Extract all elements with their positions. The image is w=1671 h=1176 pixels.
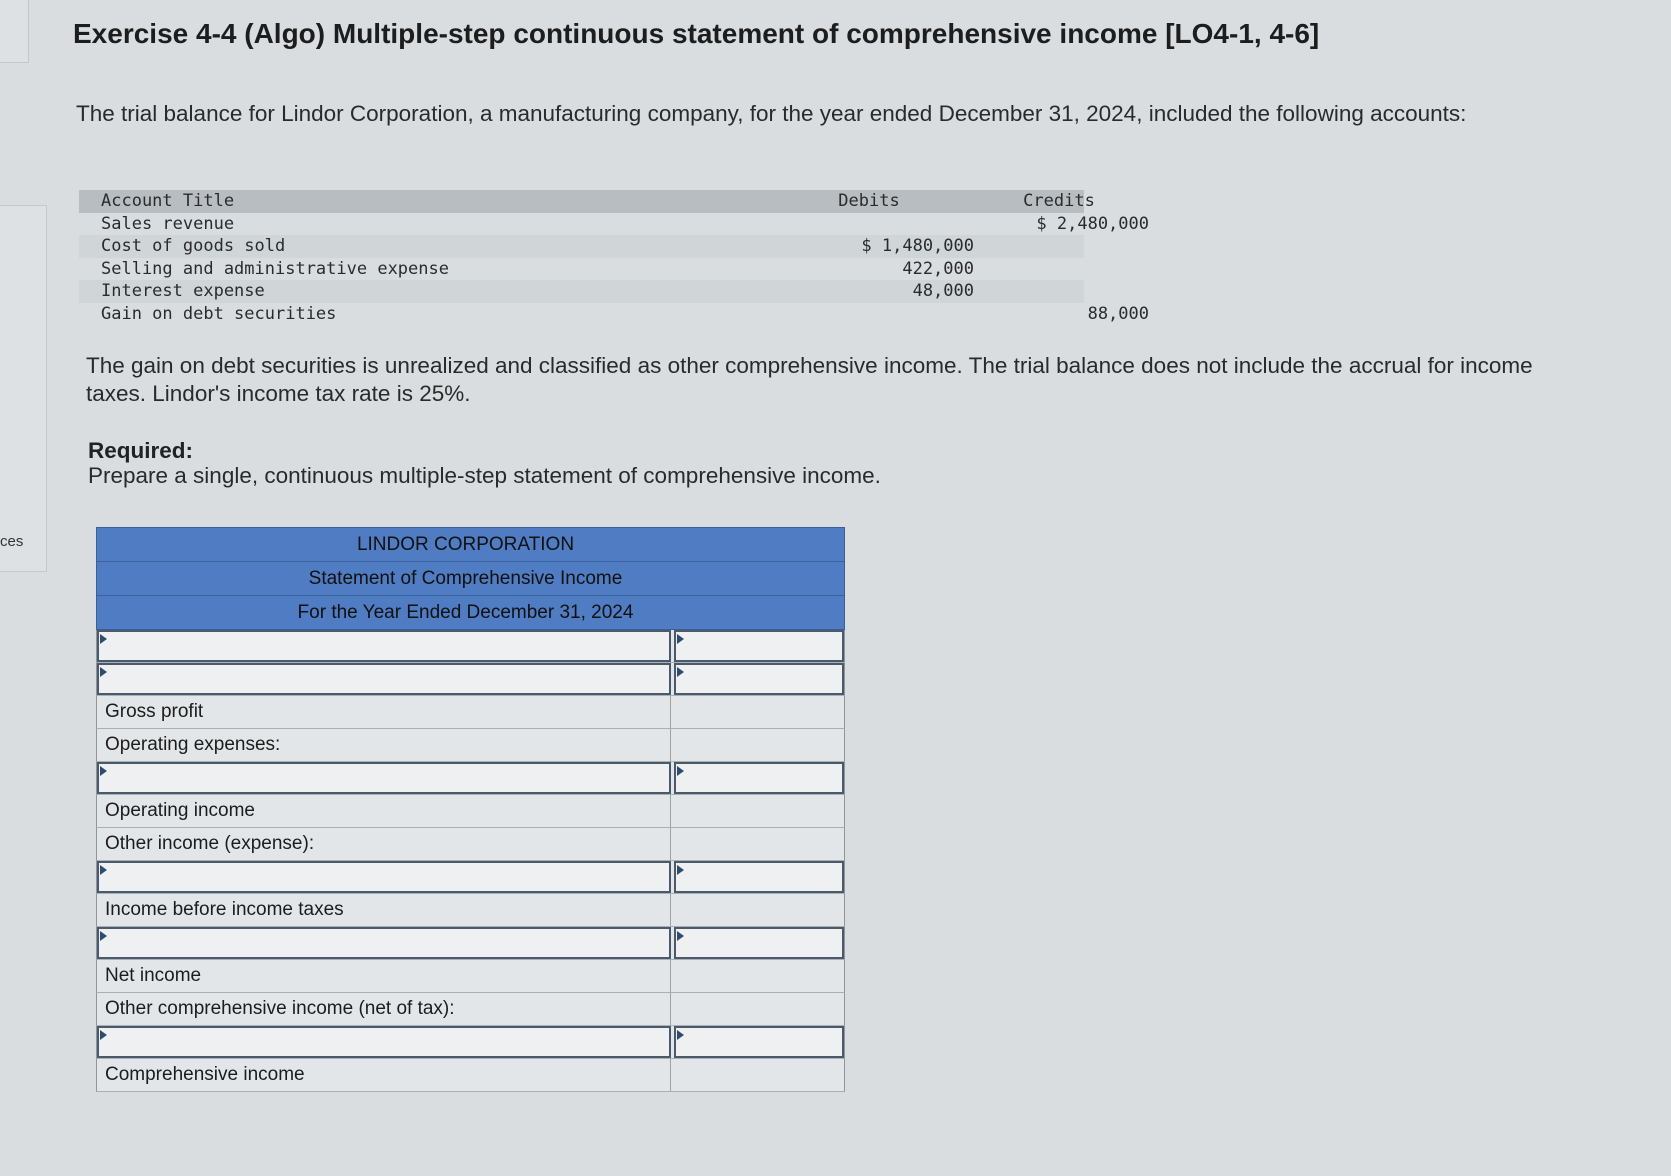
- debit-value: 48,000: [912, 281, 974, 301]
- amount-input[interactable]: [674, 1026, 844, 1058]
- intro-paragraph: The trial balance for Lindor Corporation, a manufacturing company, for the year ended December 31, 2024, included the following accounts:: [76, 101, 1467, 126]
- trial-balance-row: [79, 213, 1149, 236]
- statement-input-row: [96, 1026, 845, 1059]
- statement-name: Statement of Comprehensive Income: [97, 562, 844, 596]
- net-income-label: Net income: [97, 960, 671, 992]
- required-text: Prepare a single, continuous multiple-step statement of comprehensive income.: [88, 463, 881, 488]
- statement-input-row: [96, 630, 845, 663]
- statement-label-row: [96, 1059, 845, 1092]
- statement-label-row: [96, 960, 845, 993]
- net-income-amount[interactable]: [671, 960, 844, 992]
- amount-input[interactable]: [674, 762, 844, 794]
- operating-income-label: Operating income: [97, 795, 671, 827]
- gross-profit-label: Gross profit: [97, 696, 671, 728]
- account-select[interactable]: [97, 861, 671, 893]
- side-panel-tab[interactable]: [0, 205, 47, 572]
- statement-label-row: [96, 828, 845, 861]
- exercise-title: Exercise 4-4 (Algo) Multiple-step continuous statement of comprehensive income [LO4-1, 4-6]: [73, 18, 1320, 49]
- operating-expenses-amount: [671, 729, 844, 761]
- trial-balance-row: [79, 258, 1084, 281]
- operating-expenses-label: Operating expenses:: [97, 729, 671, 761]
- statement-period: For the Year Ended December 31, 2024: [297, 602, 634, 623]
- header-account-title: Account Title: [101, 191, 235, 211]
- account-select[interactable]: [97, 630, 671, 662]
- header-credits: Credits: [1023, 191, 1095, 211]
- amount-input[interactable]: [674, 663, 844, 695]
- debit-value: 422,000: [902, 258, 974, 279]
- header-debits: Debits: [838, 191, 900, 211]
- trial-balance-row: [79, 235, 1084, 258]
- statement-input-row: [96, 663, 845, 696]
- side-panel-label: ces: [0, 533, 24, 550]
- account-title: Sales revenue: [101, 213, 235, 234]
- statement-label-row: [96, 696, 845, 729]
- statement-input-row: [96, 927, 845, 960]
- statement-label-row: [96, 993, 845, 1026]
- credit-value: $ 2,480,000: [1036, 213, 1149, 234]
- account-title: Interest expense: [101, 281, 265, 301]
- comprehensive-income-label: Comprehensive income: [97, 1059, 671, 1091]
- trial-balance-header: [79, 190, 1095, 213]
- statement-input-row: [96, 762, 845, 795]
- statement-input-row: [96, 861, 845, 894]
- amount-input[interactable]: [674, 861, 844, 893]
- required-heading: Required:: [88, 438, 194, 463]
- account-title: Cost of goods sold: [101, 236, 286, 256]
- gross-profit-amount[interactable]: [671, 696, 844, 728]
- statement-label-row: [96, 894, 845, 927]
- account-select[interactable]: [97, 663, 671, 695]
- statement-label-row: [96, 795, 845, 828]
- statement-worksheet: [96, 527, 845, 1092]
- statement-header: [96, 527, 845, 630]
- trial-balance-row: [79, 280, 1084, 303]
- debit-value: $ 1,480,000: [861, 236, 974, 256]
- left-top-tab: [0, 0, 29, 63]
- comprehensive-income-amount[interactable]: [671, 1059, 844, 1091]
- oci-amount: [671, 993, 844, 1025]
- account-select[interactable]: [97, 1026, 671, 1058]
- other-income-label: Other income (expense):: [97, 828, 671, 860]
- oci-label: Other comprehensive income (net of tax):: [97, 993, 671, 1025]
- amount-input[interactable]: [674, 927, 844, 959]
- tax-note-paragraph: The gain on debt securities is unrealized and classified as other comprehensive income. The trial balance does not include the accrual for income taxes. Lindor's income tax rate is 25%.: [86, 353, 1533, 406]
- account-select[interactable]: [97, 927, 671, 959]
- income-before-taxes-label: Income before income taxes: [97, 894, 671, 926]
- statement-label-row: [96, 729, 845, 762]
- trial-balance-row: [79, 303, 1149, 326]
- account-title: Selling and administrative expense: [101, 258, 449, 279]
- account-title: Gain on debt securities: [101, 303, 337, 324]
- income-before-taxes-amount[interactable]: [671, 894, 844, 926]
- company-name: LINDOR CORPORATION: [97, 528, 844, 562]
- amount-input[interactable]: [674, 630, 844, 662]
- account-select[interactable]: [97, 762, 671, 794]
- other-income-amount: [671, 828, 844, 860]
- operating-income-amount[interactable]: [671, 795, 844, 827]
- trial-balance-table: [79, 190, 1149, 325]
- credit-value: 88,000: [1087, 303, 1149, 324]
